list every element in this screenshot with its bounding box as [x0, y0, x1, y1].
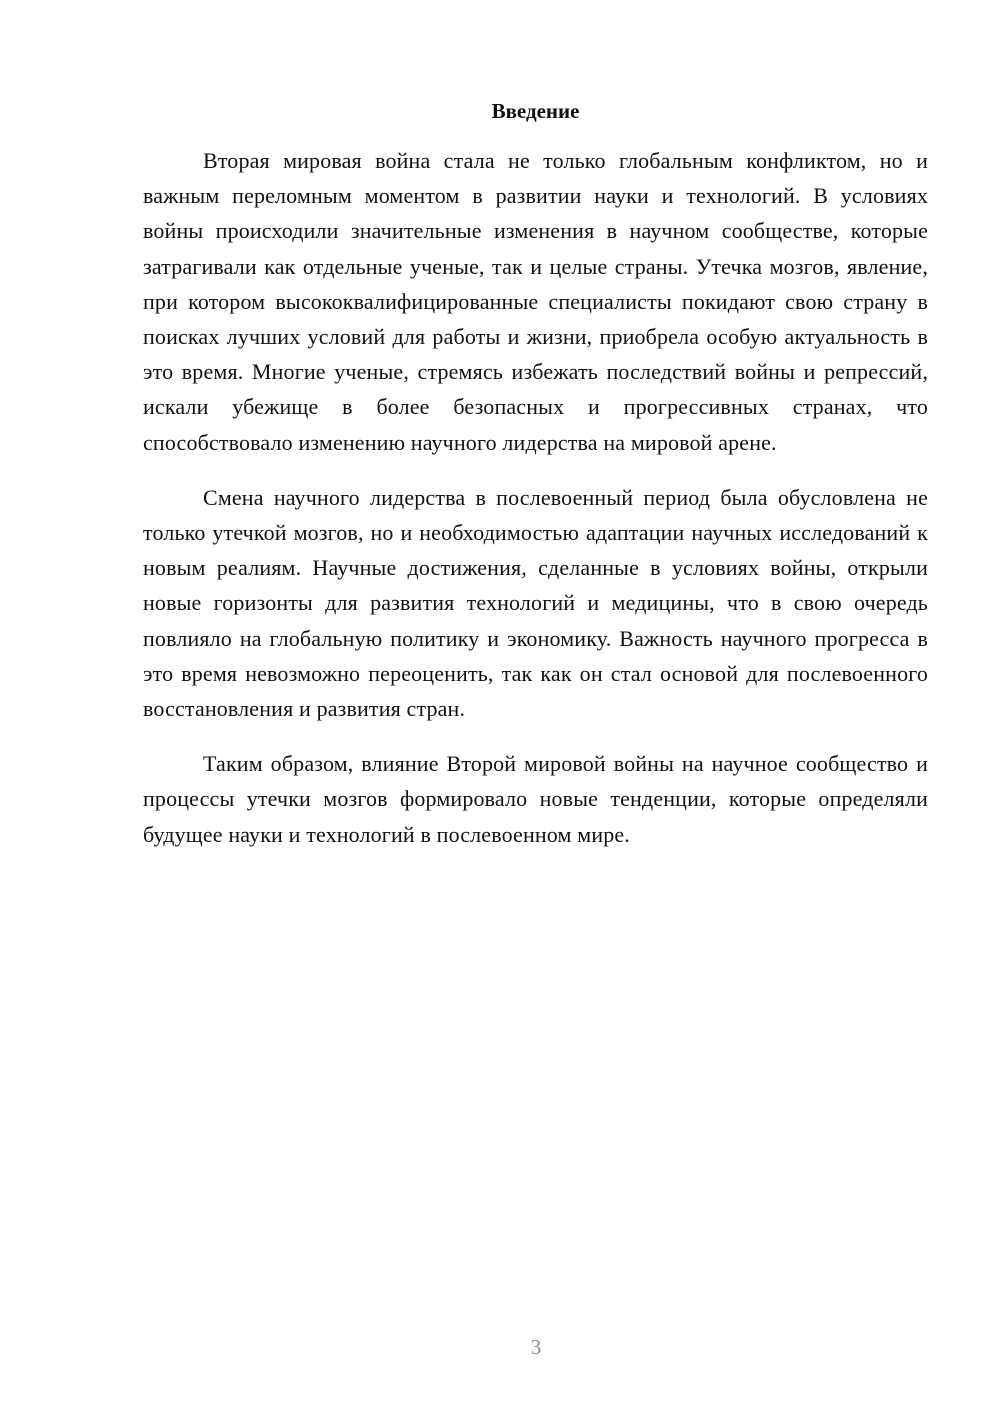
page-number: 3: [530, 1335, 542, 1359]
paragraph-1: Вторая мировая война стала не только глобальным конфликтом, но и важным переломным моментом в развитии науки и технологий. В условиях войны происходили значительные изменения в научном сообществе, которые затрагивали как отдельные ученые, так и целые страны. Утечка мозгов, явление, при котором высококвалифицированные специалисты покидают свою страну в поисках лучших условий для работы и жизни, приобрела особую актуальность в это время. Многие ученые, стремясь избежать последствий войны и репрессий, искали убежище в более безопасных и прогрессивных странах, что способствовало изменению научного лидерства на мировой арене.: [143, 148, 928, 455]
paragraph-2: Смена научного лидерства в послевоенный период была обусловлена не только утечкой мозгов, но и необходимостью адаптации научных исследований к новым реалиям. Научные достижения, сделанные в условиях войны, открыли новые горизонты для развития технологий и медицины, что в свою очередь повлияло на глобальную политику и экономику. Важность научного прогресса в это время невозможно переоценить, так как он стал основой для послевоенного восстановления и развития стран.: [143, 484, 928, 722]
paragraph-3: Таким образом, влияние Второй мировой войны на научное сообщество и процессы утечки мозгов формировало новые тенденции, которые определяли будущее науки и технологий в послевоенном мире.: [143, 751, 928, 847]
section-heading: Введение: [491, 99, 580, 123]
document-body: [143, 143, 928, 872]
